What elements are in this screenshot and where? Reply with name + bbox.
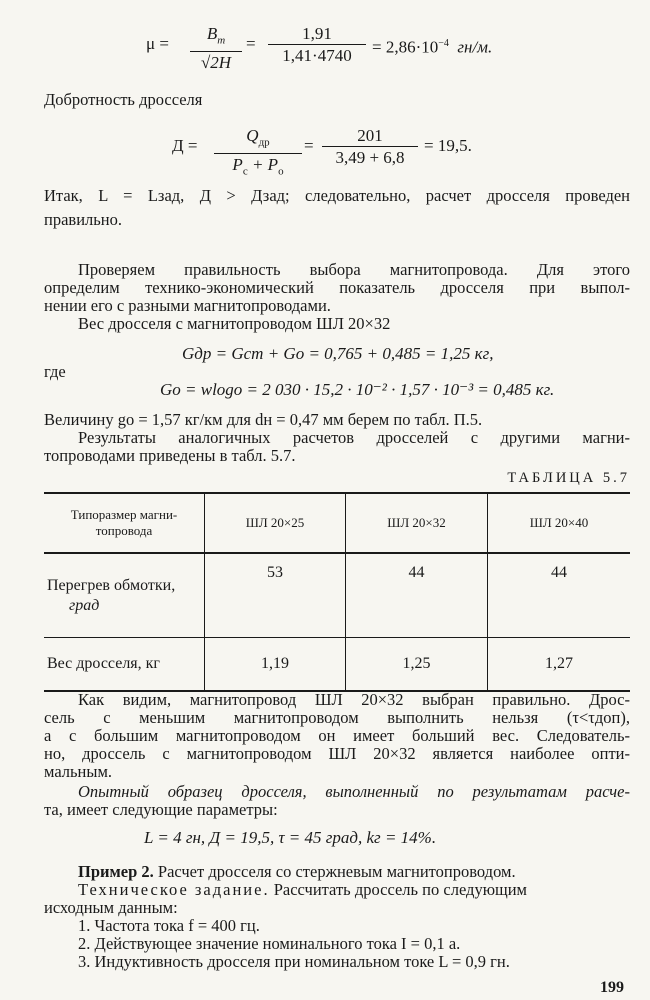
after-table-line-3: а с большим магнитопроводом он имеет больший вес. Следователь- xyxy=(44,726,630,745)
table-cell: 53 xyxy=(205,553,346,638)
params-line: L = 4 гн, Д = 19,5, τ = 45 град, kг = 14%. xyxy=(144,828,437,847)
results-para-line-1: Результаты аналогичных расчетов дросселей с другими магни- xyxy=(78,428,630,447)
after-table-line-1: Как видим, магнитопровод ШЛ 20×32 выбран правильно. Дрос- xyxy=(78,690,630,709)
formula-mu-eq: = xyxy=(246,34,256,53)
formula-q-eq: = xyxy=(304,136,314,155)
table-cell: 1,25 xyxy=(346,638,488,692)
table-row xyxy=(44,638,630,692)
table-row xyxy=(44,553,630,638)
where-label: где xyxy=(44,362,66,381)
value-line: Величину gо = 1,57 кг/км для dн = 0,47 мм берем по табл. П.5. xyxy=(44,410,483,429)
after-table-line-5: мальным. xyxy=(44,762,113,781)
after-table-line-4: но, дроссель с магнитопроводом ШЛ 20×32 является наиболее опти- xyxy=(44,744,630,763)
check-para-line-3: нении его с разными магнитопроводами. xyxy=(44,296,331,315)
conclusion-line-1: Итак, L = Lзад, Д > Дзад; следовательно, расчет дросселя проведен xyxy=(44,186,630,205)
formula-g2: Gо = wlоgо = 2 030 · 15,2 · 10⁻² · 1,57 · 10⁻³ = 0,485 кг. xyxy=(160,380,555,399)
table-col-header: ШЛ 20×32 xyxy=(346,493,488,553)
prototype-line-2: та, имеет следующие параметры: xyxy=(44,800,278,819)
list-item: 3. Индуктивность дросселя при номинальном токе L = 0,9 гн. xyxy=(78,952,510,971)
table-row-label: Перегрев обмотки, град xyxy=(47,576,176,614)
data-table xyxy=(44,492,630,692)
table-row-label: Вес дросселя, кг xyxy=(47,655,160,672)
formula-mu-den: √2H xyxy=(200,53,232,73)
quality-heading: Добротность дросселя xyxy=(44,90,203,109)
list-item: 2. Действующее значение номинального тока I = 0,1 а. xyxy=(78,934,461,953)
list-item: 1. Частота тока f = 400 гц. xyxy=(78,916,260,935)
formula-mu-fraction-2 xyxy=(268,24,366,65)
formula-g1: Gдр = Gст + Gо = 0,765 + 0,485 = 1,25 кг, xyxy=(182,344,494,363)
conclusion-line-2: правильно. xyxy=(44,210,122,229)
formula-q-result: = 19,5. xyxy=(424,136,472,155)
table-cell: 44 xyxy=(488,553,631,638)
formula-mu-b: B xyxy=(206,24,218,43)
formula-q-fraction-2: $\frac{201}{3,49 + 6,8}$ xyxy=(322,126,418,167)
spec-line: Техническое задание. Рассчитать дроссель по следующим xyxy=(78,880,527,899)
table-cell: 1,19 xyxy=(205,638,346,692)
formula-mu-lhs: μ = xyxy=(146,34,169,53)
example-line: Пример 2. Расчет дросселя со стержневым магнитопроводом. xyxy=(78,862,516,881)
page-number: 199 xyxy=(600,979,624,996)
prototype-line-1: Опытный образец дросселя, выполненный по результатам расче- xyxy=(78,782,630,801)
table-header-row xyxy=(44,493,630,553)
check-para-line-1: Проверяем правильность выбора магнитопровода. Для этого xyxy=(78,260,630,279)
table-col-header: ШЛ 20×40 xyxy=(488,493,631,553)
table-corner-header: Типоразмер магни- топровода xyxy=(70,507,178,538)
check-para-line-2: определим технико-экономический показатель дросселя при выпол- xyxy=(44,278,630,297)
table-col-header: ШЛ 20×25 xyxy=(205,493,346,553)
results-para-line-2: топроводами приведены в табл. 5.7. xyxy=(44,446,296,465)
formula-mu-num: 1,91 xyxy=(268,24,366,45)
formula-mu-result: = $2,86\cdot 10^{-4}$ гн/м. xyxy=(372,37,493,57)
formula-mu-den2: 1,41·4740 xyxy=(282,46,352,65)
formula-mu-b-sub: m xyxy=(217,34,226,47)
spec-line-2: исходным данным: xyxy=(44,898,178,917)
formula-mu-fraction-1 xyxy=(190,24,242,72)
table-cell: 1,27 xyxy=(488,638,631,692)
table-title: ТАБЛИЦА 5.7 xyxy=(507,470,630,486)
weight-intro: Вес дросселя с магнитопроводом ШЛ 20×32 xyxy=(78,314,391,333)
table-cell: 44 xyxy=(346,553,488,638)
formula-q-fraction-1: $Q_{др}$ $P_с + P_о$ xyxy=(214,126,302,182)
formula-q-lhs: Д = xyxy=(172,136,198,155)
after-table-line-2: сель с меньшим магнитопроводом выполнить нельзя (τ<τдоп), xyxy=(44,708,630,727)
